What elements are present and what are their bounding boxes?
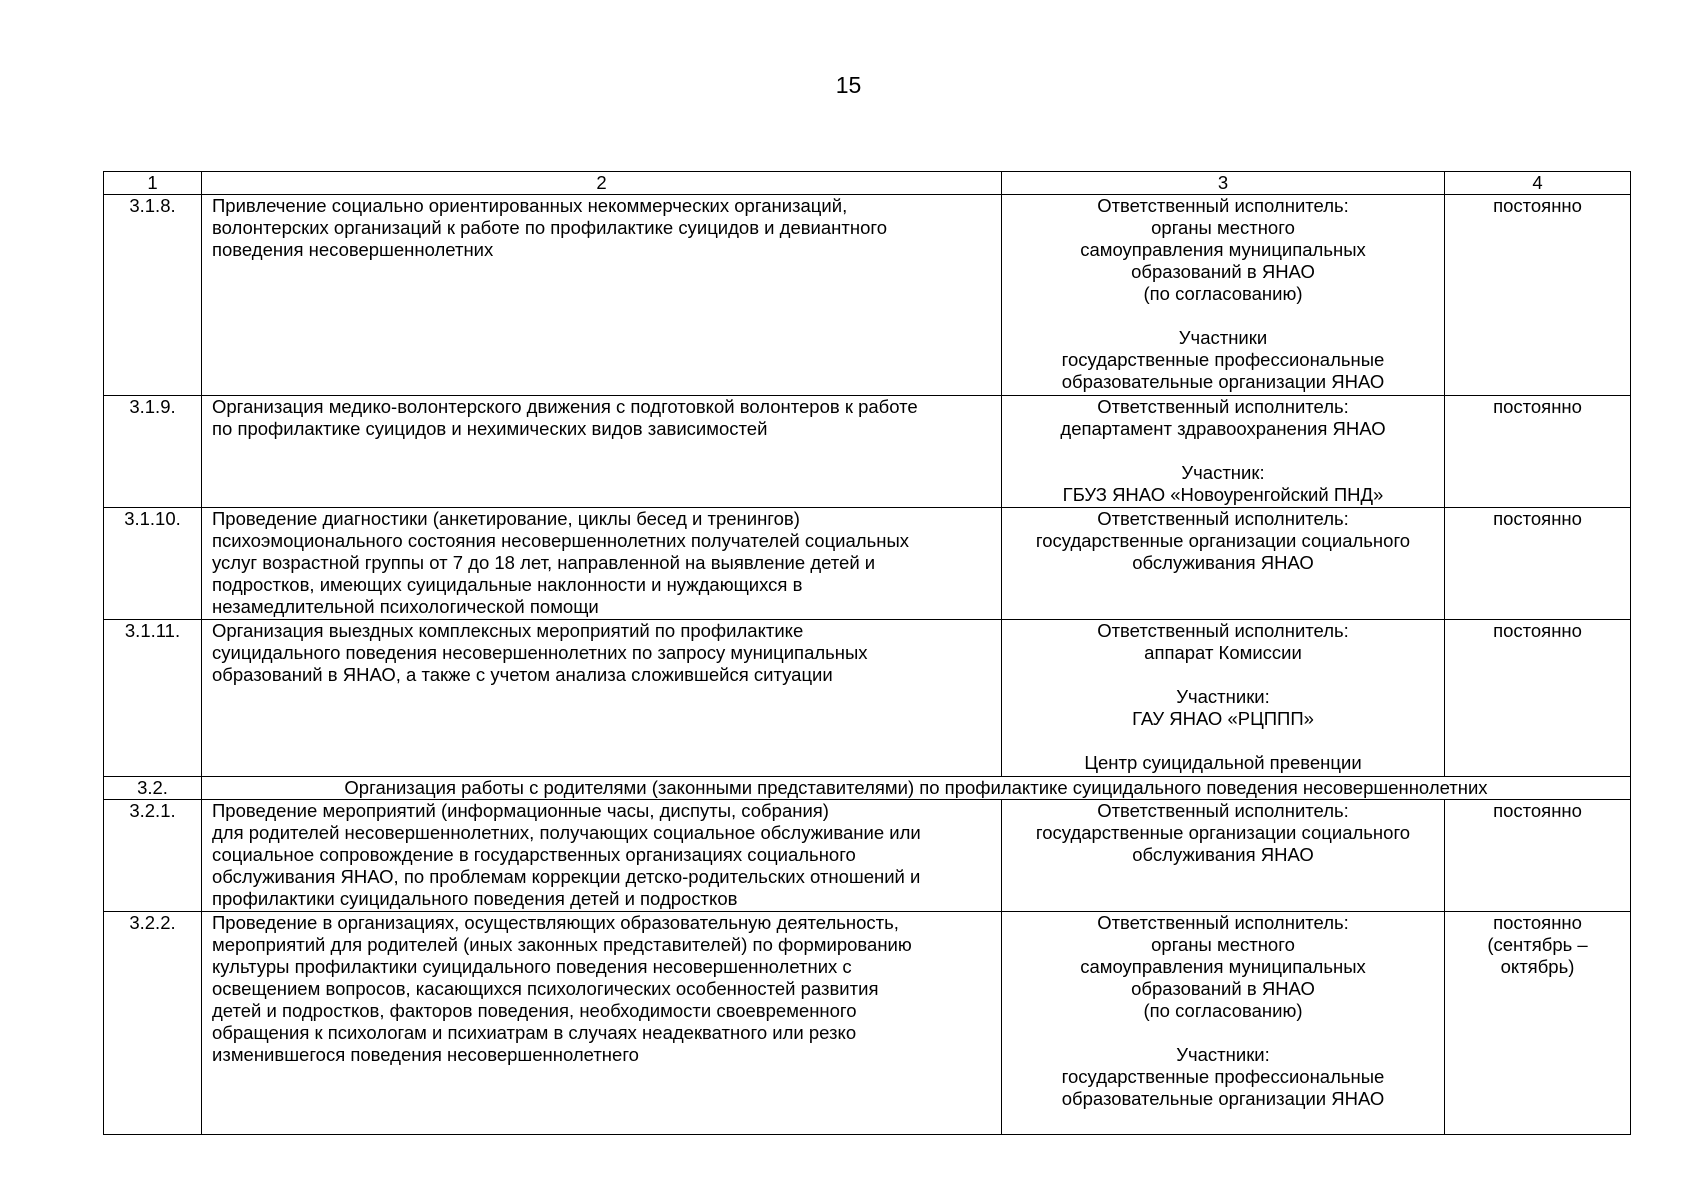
table-row [104, 620, 1631, 777]
event-description [202, 912, 1002, 1135]
table-row [104, 800, 1631, 912]
responsible-executor-line: Ответственный исполнитель: [1097, 800, 1349, 821]
event-description-line: подростков, имеющих суицидальные наклонности и нуждающихся в [212, 574, 803, 595]
execution-term [1445, 195, 1631, 396]
event-description-line: мероприятий для родителей (иных законных представителей) по формированию [212, 934, 912, 955]
responsible-executor [1002, 800, 1445, 912]
row-number: 3.1.10. [104, 508, 202, 620]
event-description-line: профилактики суицидального поведения детей и подростков [212, 888, 738, 909]
execution-term [1445, 396, 1631, 508]
responsible-executor-line: образований в ЯНАО [1131, 261, 1315, 282]
event-description [202, 620, 1002, 777]
execution-term [1445, 620, 1631, 777]
responsible-executor-line: обслуживания ЯНАО [1132, 552, 1314, 573]
responsible-executor-line: Центр суицидальной превенции [1084, 752, 1362, 773]
responsible-executor-line: Участники: [1176, 1044, 1270, 1065]
event-description-line: освещением вопросов, касающихся психологических особенностей развития [212, 978, 879, 999]
execution-term [1445, 800, 1631, 912]
responsible-executor-line: образований в ЯНАО [1131, 978, 1315, 999]
responsible-executor-line: департамент здравоохранения ЯНАО [1060, 418, 1386, 439]
execution-term-line: постоянно [1493, 195, 1582, 216]
table-row [104, 195, 1631, 396]
event-description [202, 800, 1002, 912]
rows-group-a [104, 195, 1631, 777]
responsible-executor-line: ГБУЗ ЯНАО «Новоуренгойский ПНД» [1062, 484, 1384, 505]
execution-term [1445, 508, 1631, 620]
event-description-line: социальное сопровождение в государственных организациях социального [212, 844, 856, 865]
row-number: 3.1.8. [104, 195, 202, 396]
column-header-4: 4 [1445, 172, 1631, 195]
responsible-executor [1002, 620, 1445, 777]
table-row [104, 396, 1631, 508]
responsible-executor-line [1002, 305, 1444, 327]
responsible-executor-line: Ответственный исполнитель: [1097, 195, 1349, 216]
execution-term-line: постоянно [1493, 396, 1582, 417]
responsible-executor-line: обслуживания ЯНАО [1132, 844, 1314, 865]
execution-term-line: (сентябрь – [1487, 934, 1588, 955]
event-description-line: обращения к психологам и психиатрам в случаях неадекватного или резко [212, 1022, 857, 1043]
responsible-executor-line: государственные профессиональные [1061, 349, 1385, 370]
event-description-line: обслуживания ЯНАО, по проблемам коррекции детско-родительских отношений и [212, 866, 921, 887]
responsible-executor-line: Участник: [1181, 462, 1265, 483]
responsible-executor-line [1002, 1022, 1444, 1044]
execution-term-line: постоянно [1493, 620, 1582, 641]
event-description-line: для родителей несовершеннолетних, получающих социальное обслуживание или [212, 822, 921, 843]
row-number: 3.2.2. [104, 912, 202, 1135]
event-description-line: незамедлительной психологической помощи [212, 596, 599, 617]
responsible-executor-line: самоуправления муниципальных [1080, 239, 1366, 260]
column-header-2: 2 [202, 172, 1002, 195]
event-description [202, 396, 1002, 508]
responsible-executor-line: ГАУ ЯНАО «РЦППП» [1132, 708, 1314, 729]
section-row [104, 777, 1631, 800]
responsible-executor [1002, 912, 1445, 1135]
plan-table [103, 171, 1631, 1135]
responsible-executor-line: образовательные организации ЯНАО [1061, 371, 1385, 392]
event-description [202, 195, 1002, 396]
responsible-executor-line: аппарат Комиссии [1144, 642, 1302, 663]
responsible-executor-line [1002, 730, 1444, 752]
responsible-executor-line: государственные организации социального [1035, 822, 1411, 843]
rows-group-b [104, 800, 1631, 1135]
row-number: 3.2.1. [104, 800, 202, 912]
responsible-executor-line: органы местного [1151, 934, 1295, 955]
section-number: 3.2. [104, 777, 202, 800]
table-row [104, 912, 1631, 1135]
event-description-line: психоэмоционального состояния несовершеннолетних получателей социальных [212, 530, 909, 551]
event-description-line: культуры профилактики суицидального поведения несовершеннолетних с [212, 956, 852, 977]
event-description-line: Привлечение социально ориентированных некоммерческих организаций, [212, 195, 848, 216]
section-title: Организация работы с родителями (законными представителями) по профилактике суицидального поведения несовершеннолетних [202, 777, 1631, 800]
event-description-line: Проведение диагностики (анкетирование, циклы бесед и тренингов) [212, 508, 800, 529]
responsible-executor-line [1002, 440, 1444, 462]
event-description-line: изменившегося поведения несовершеннолетнего [212, 1044, 639, 1065]
responsible-executor [1002, 195, 1445, 396]
responsible-executor-line: Ответственный исполнитель: [1097, 396, 1349, 417]
page-number: 15 [835, 72, 862, 98]
responsible-executor-line: (по согласованию) [1143, 1000, 1303, 1021]
event-description-line: услуг возрастной группы от 7 до 18 лет, направленной на выявление детей и [212, 552, 876, 573]
event-description-line: образований в ЯНАО, а также с учетом анализа сложившейся ситуации [212, 664, 833, 685]
table-header-row [104, 172, 1631, 195]
row-number: 3.1.11. [104, 620, 202, 777]
responsible-executor-line: самоуправления муниципальных [1080, 956, 1366, 977]
responsible-executor-line: государственные организации социального [1035, 530, 1411, 551]
column-header-1: 1 [104, 172, 202, 195]
event-description-line: детей и подростков, факторов поведения, необходимости своевременного [212, 1000, 857, 1021]
event-description-line: Проведение мероприятий (информационные часы, диспуты, собрания) [212, 800, 829, 821]
execution-term-line: постоянно [1493, 508, 1582, 529]
table-row [104, 508, 1631, 620]
row-number: 3.1.9. [104, 396, 202, 508]
event-description-line: Организация выездных комплексных мероприятий по профилактике [212, 620, 804, 641]
responsible-executor-line: (по согласованию) [1143, 283, 1303, 304]
responsible-executor [1002, 508, 1445, 620]
event-description [202, 508, 1002, 620]
event-description-line: поведения несовершеннолетних [212, 239, 494, 260]
event-description-line: Организация медико-волонтерского движения с подготовкой волонтеров к работе [212, 396, 918, 417]
event-description-line: волонтерских организаций к работе по профилактике суицидов и девиантного [212, 217, 888, 238]
column-header-3: 3 [1002, 172, 1445, 195]
execution-term [1445, 912, 1631, 1135]
event-description-line: по профилактике суицидов и нехимических видов зависимостей [212, 418, 768, 439]
execution-term-line: октябрь) [1500, 956, 1575, 977]
event-description-line: Проведение в организациях, осуществляющих образовательную деятельность, [212, 912, 899, 933]
responsible-executor-line: органы местного [1151, 217, 1295, 238]
responsible-executor-line: Ответственный исполнитель: [1097, 508, 1349, 529]
responsible-executor-line: образовательные организации ЯНАО [1061, 1088, 1385, 1109]
responsible-executor [1002, 396, 1445, 508]
event-description-line: суицидального поведения несовершеннолетних по запросу муниципальных [212, 642, 868, 663]
responsible-executor-line: Ответственный исполнитель: [1097, 912, 1349, 933]
responsible-executor-line: Ответственный исполнитель: [1097, 620, 1349, 641]
responsible-executor-line: Участники [1178, 327, 1268, 348]
execution-term-line: постоянно [1493, 800, 1582, 821]
responsible-executor-line: Участники: [1176, 686, 1270, 707]
responsible-executor-line: государственные профессиональные [1061, 1066, 1385, 1087]
execution-term-line: постоянно [1493, 912, 1582, 933]
responsible-executor-line [1002, 664, 1444, 686]
